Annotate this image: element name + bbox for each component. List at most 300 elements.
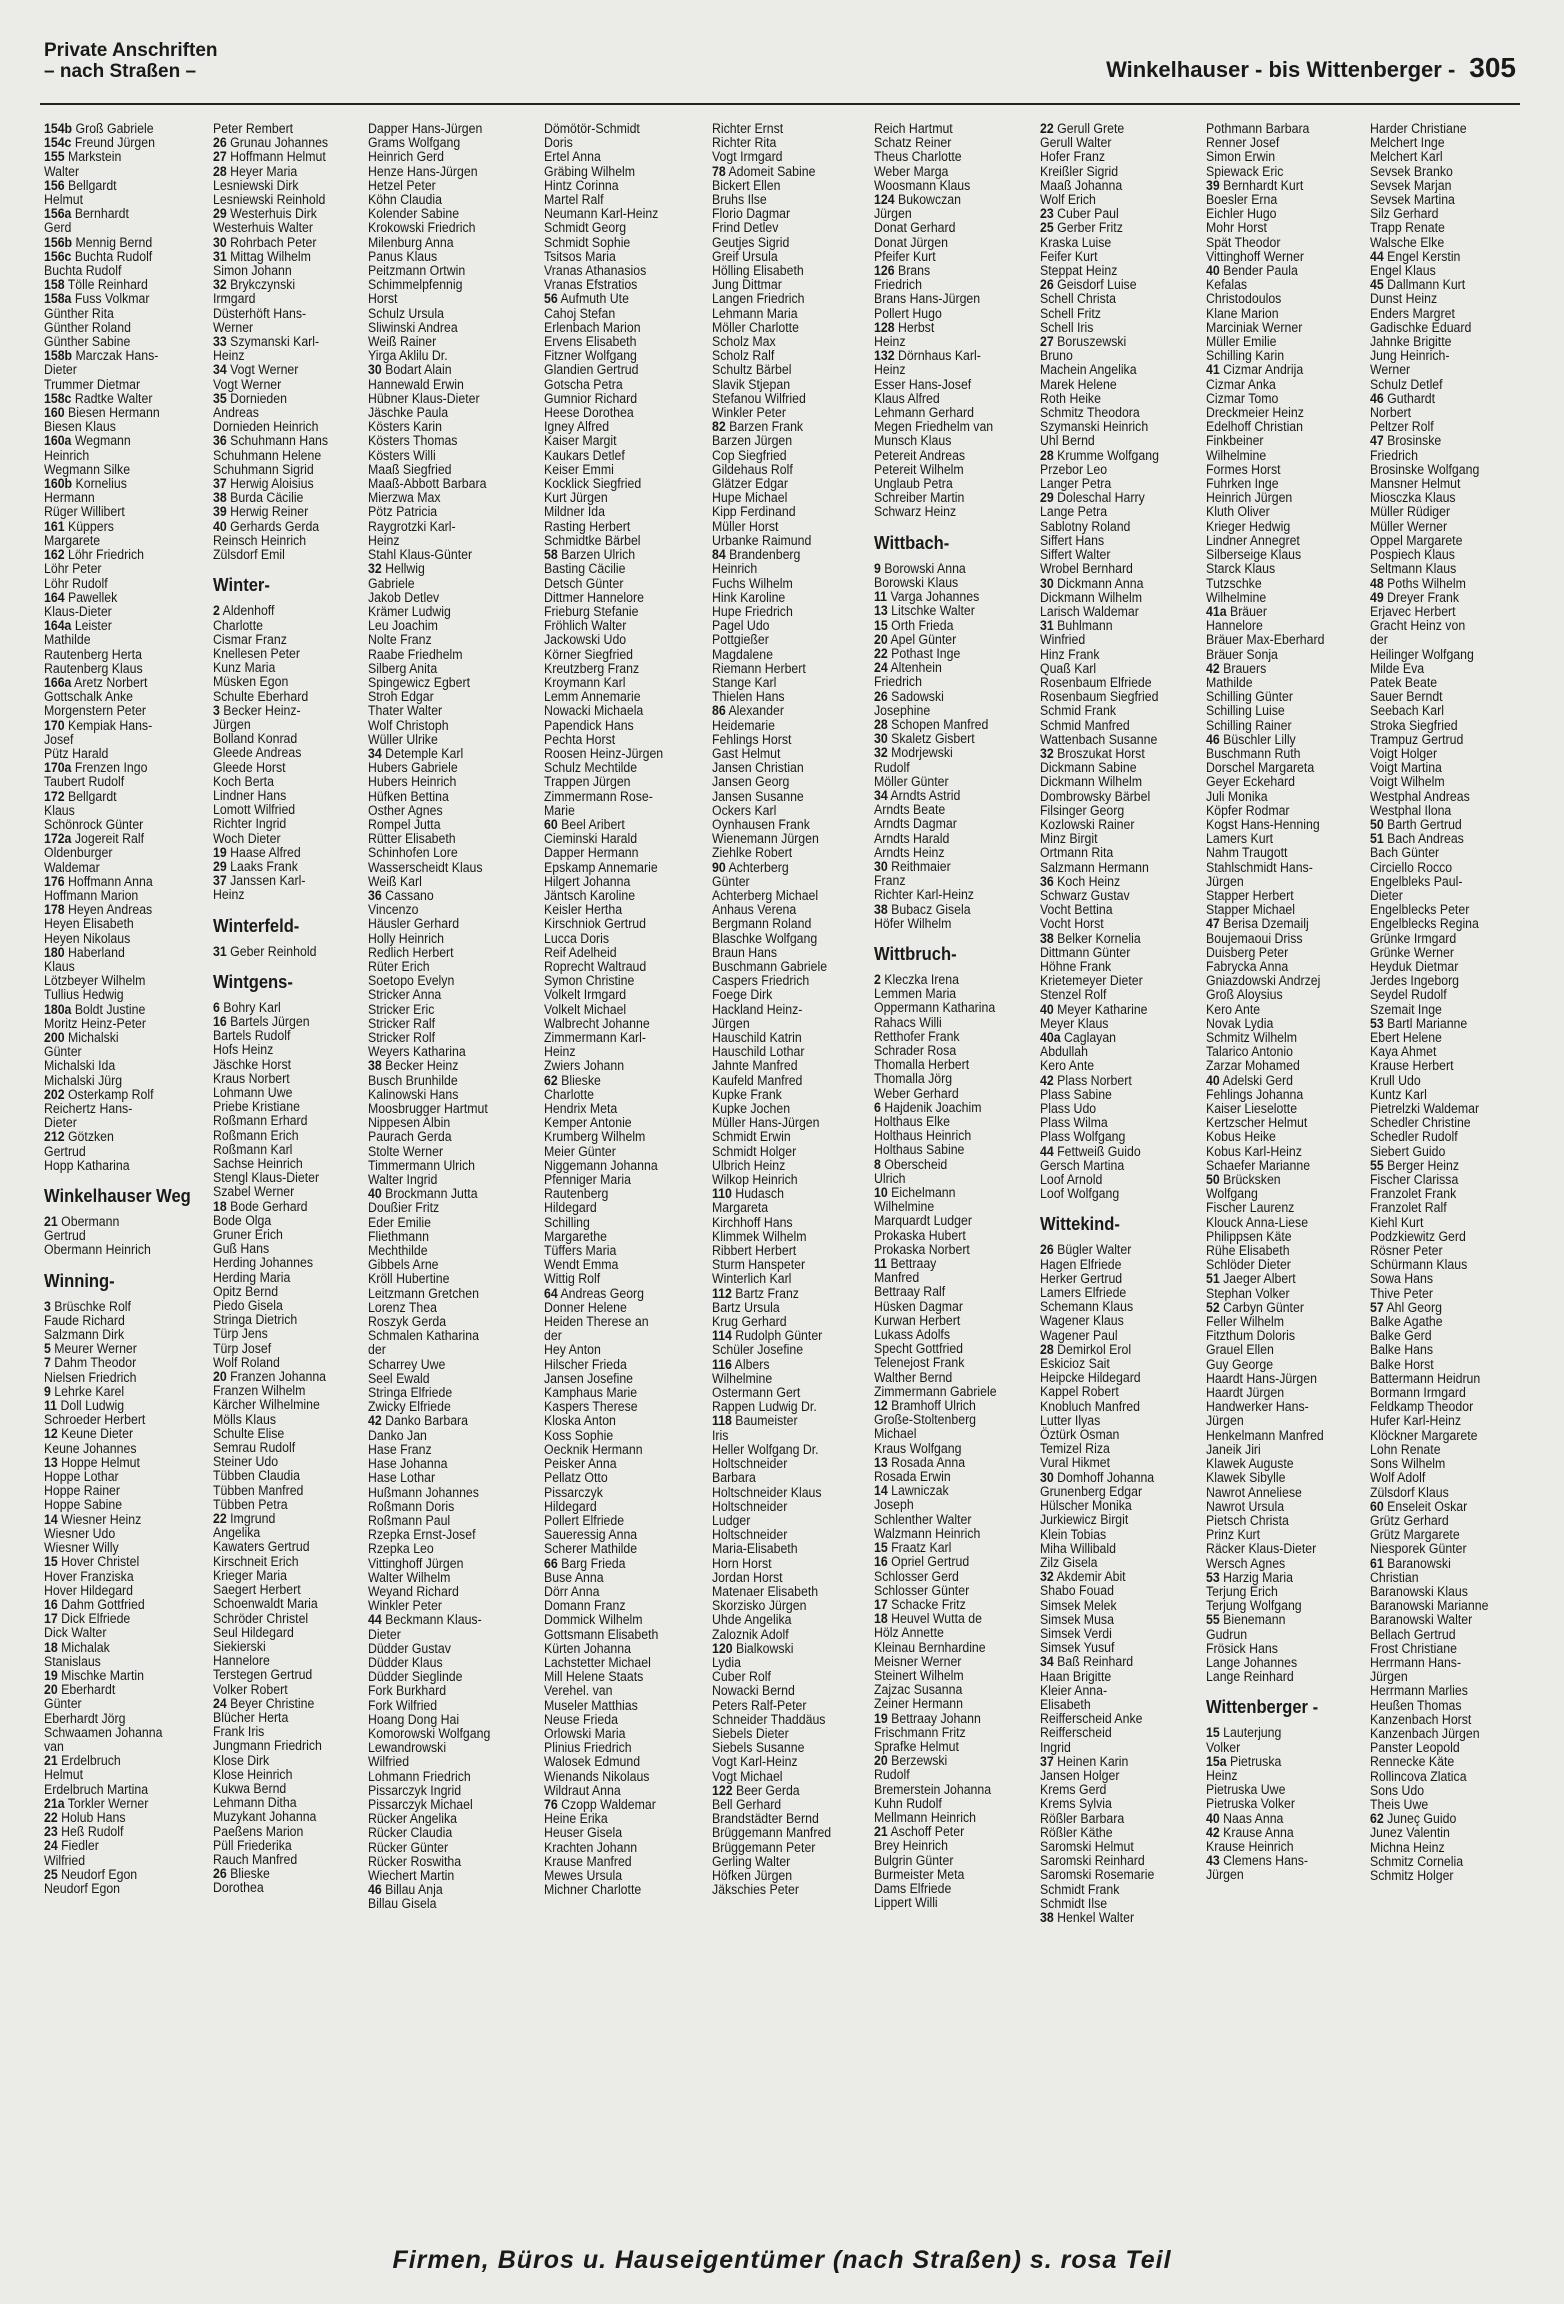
directory-entry: Schulz Detlef: [1370, 376, 1443, 392]
directory-entry: 28 Heyer Maria: [213, 163, 298, 179]
directory-entry: Franzen Wilhelm: [213, 1383, 306, 1399]
directory-entry: Doris: [544, 135, 573, 151]
house-number: 18: [44, 1639, 58, 1655]
directory-entry: Müller Rüdiger: [1370, 504, 1451, 520]
directory-entry: Stroka Siegfried: [1370, 717, 1458, 733]
directory-entry: Rüger Willibert: [44, 504, 125, 520]
house-number: 161: [44, 518, 65, 534]
house-number: 14: [44, 1511, 58, 1527]
directory-entry: Richter Ingrid: [213, 816, 287, 832]
directory-entry: Dorschel Margareta: [1206, 760, 1315, 776]
directory-entry: Heyduk Dietmar: [1370, 958, 1459, 974]
house-number: 156b: [44, 234, 73, 250]
directory-entry: Hopp Katharina: [44, 1157, 130, 1173]
directory-entry: Theis Uwe: [1370, 1796, 1429, 1812]
directory-entry: 34 Baß Reinhard: [1040, 1654, 1134, 1670]
house-number: 60: [1370, 1498, 1384, 1514]
directory-entry: Raabe Friedhelm: [368, 646, 463, 662]
directory-entry: 31 Geber Reinhold: [213, 943, 317, 959]
directory-entry: 154c Freund Jürgen: [44, 135, 155, 151]
directory-entry: Florio Dagmar: [712, 206, 791, 222]
directory-column-3: [368, 122, 524, 1912]
directory-entry: Doußier Fritz: [368, 1200, 440, 1216]
directory-entry: Sliwinski Andrea: [368, 319, 458, 335]
house-number: 158c: [44, 390, 72, 406]
directory-entry: Weber Marga: [874, 163, 949, 179]
directory-entry: Vincenzo: [368, 902, 419, 918]
directory-entry: 21 Erdelbruch: [44, 1753, 121, 1769]
directory-entry: Jäntsch Karoline: [544, 887, 636, 903]
house-number: 44: [1370, 248, 1384, 264]
directory-entry: 6 Bohry Karl: [213, 999, 281, 1015]
directory-entry: Erjavec Herbert: [1370, 603, 1456, 619]
directory-entry: Müller Horst: [712, 518, 779, 534]
directory-entry: Hölz Annette: [874, 1625, 944, 1641]
directory-entry: Hufer Karl-Heinz: [1370, 1413, 1462, 1429]
directory-entry: Prokaska Hubert: [874, 1227, 966, 1243]
house-number: 112: [712, 1285, 732, 1301]
directory-entry: Pagel Udo: [712, 618, 770, 634]
house-number: 28: [1040, 447, 1054, 463]
directory-entry: Kozlowski Rainer: [1040, 816, 1135, 832]
directory-entry: Voigt Holger: [1370, 745, 1438, 761]
directory-entry: 28 Schopen Manfred: [874, 716, 989, 732]
directory-entry: Baranowski Walter: [1370, 1612, 1473, 1628]
directory-entry: Dickmann Sabine: [1040, 760, 1137, 776]
directory-entry: Uhde Angelika: [712, 1612, 792, 1628]
directory-entry: Pissarczyk Michael: [368, 1796, 473, 1812]
house-number: 51: [1206, 1271, 1220, 1287]
directory-entry: Franzolet Frank: [1370, 1186, 1457, 1202]
directory-entry: Keisler Hertha: [544, 902, 623, 918]
directory-entry: Haardt Jürgen: [1206, 1385, 1285, 1401]
directory-entry: Nippesen Albin: [368, 1115, 451, 1131]
directory-entry: Frieburg Stefanie: [544, 603, 639, 619]
directory-entry: Bellach Gertrud: [1370, 1626, 1456, 1642]
directory-entry: Hildegard: [544, 1498, 597, 1514]
directory-entry: Hüfken Bettina: [368, 788, 449, 804]
directory-entry: Mierzwa Max: [368, 490, 441, 506]
directory-entry: Dittmann Günter: [1040, 944, 1131, 960]
directory-entry: 41 Cizmar Andrija: [1206, 362, 1304, 378]
directory-column-2: [213, 122, 369, 1896]
house-number: 21: [44, 1214, 58, 1230]
directory-entry: Heinrich Gerd: [368, 149, 445, 165]
directory-entry: 26 Bügler Walter: [1040, 1242, 1132, 1258]
directory-entry: Hülscher Monika: [1040, 1498, 1132, 1514]
directory-entry: 37 Herwig Aloisius: [213, 476, 314, 492]
directory-entry: Borowski Klaus: [874, 574, 959, 590]
directory-entry: Cop Siegfried: [712, 447, 787, 463]
directory-entry: Saegert Herbert: [213, 1582, 301, 1598]
directory-entry: Hauschild Katrin: [712, 1030, 802, 1045]
directory-entry: Zajzac Susanna: [874, 1682, 963, 1698]
directory-entry: 26 Sadowski: [874, 688, 944, 704]
directory-entry: Lohn Renate: [1370, 1441, 1441, 1457]
directory-entry: Rauch Manfred: [213, 1851, 298, 1867]
house-number: 34: [874, 787, 888, 803]
directory-entry: Lesniewski Reinhold: [213, 192, 326, 208]
house-number: 180: [44, 944, 65, 960]
directory-entry: Westphal Ilona: [1370, 802, 1452, 818]
directory-entry: Engelbleks Paul-: [1370, 873, 1463, 889]
directory-entry: Püll Friederika: [213, 1837, 292, 1853]
directory-entry: Hölling Elisabeth: [712, 263, 804, 279]
directory-entry: Zwiers Johann: [544, 1058, 625, 1074]
directory-entry: Seebach Karl: [1370, 703, 1444, 719]
directory-entry: Wagener Paul: [1040, 1327, 1118, 1343]
directory-entry: 36 Cassano: [368, 887, 434, 903]
directory-entry: Krems Sylvia: [1040, 1796, 1112, 1812]
directory-entry: Trummer Dietmar: [44, 376, 141, 392]
directory-entry: Kreißler Sigrid: [1040, 163, 1119, 179]
directory-entry: Sauer Berndt: [1370, 689, 1443, 705]
house-number: 158b: [44, 348, 73, 364]
directory-entry: Holthaus Heinrich: [874, 1128, 972, 1144]
directory-entry: Günter: [44, 1044, 82, 1060]
house-number: 52: [1206, 1299, 1220, 1315]
directory-entry: Ortmann Rita: [1040, 845, 1114, 861]
directory-entry: Stolte Werner: [368, 1143, 444, 1159]
directory-entry: Schmidt Holger: [712, 1143, 797, 1159]
directory-entry: 162 Löhr Friedrich: [44, 547, 144, 563]
directory-entry: 11 Varga Johannes: [874, 589, 980, 605]
directory-entry: Voigt Wilhelm: [1370, 774, 1445, 790]
directory-entry: Szemait Inge: [1370, 1001, 1442, 1017]
directory-entry: Mathilde: [1206, 674, 1253, 690]
directory-entry: Lesniewski Dirk: [213, 177, 299, 193]
directory-entry: Finkbeiner: [1206, 433, 1264, 449]
directory-entry: 22 Imgrund: [213, 1511, 276, 1527]
directory-entry: Josef: [44, 731, 74, 747]
directory-entry: 43 Clemens Hans-: [1206, 1853, 1309, 1869]
directory-entry: Lindner Annegret: [1206, 532, 1300, 548]
directory-entry: Pfeifer Kurt: [874, 248, 936, 264]
directory-entry: Gildehaus Rolf: [712, 461, 793, 477]
directory-entry: 112 Bartz Franz: [712, 1285, 799, 1301]
directory-entry: 12 Bramhoff Ulrich: [874, 1398, 976, 1414]
directory-entry: Margareta: [712, 1200, 769, 1216]
directory-entry: Simsek Musa: [1040, 1611, 1114, 1627]
house-number: 154b: [44, 121, 73, 136]
street-heading: Winning-: [44, 1270, 115, 1291]
directory-entry: 19 Haase Alfred: [213, 844, 301, 860]
directory-entry: 16 Dahm Gottfried: [44, 1596, 145, 1612]
directory-entry: Terstegen Gertrud: [213, 1667, 313, 1683]
directory-entry: Schoenwaldt Maria: [213, 1596, 318, 1612]
directory-entry: Larisch Waldemar: [1040, 603, 1139, 619]
directory-entry: Nawrot Ursula: [1206, 1498, 1285, 1514]
directory-entry: Gumnior Richard: [544, 390, 638, 406]
directory-entry: Pollert Elfriede: [544, 1512, 625, 1528]
directory-entry: Reichertz Hans-: [44, 1101, 133, 1117]
directory-entry: Kemper Antonie: [544, 1115, 632, 1131]
directory-entry: 2 Kleczka Irena: [874, 971, 959, 987]
directory-entry: 61 Baranowski: [1370, 1555, 1451, 1571]
directory-entry: Tullius Hedwig: [44, 987, 124, 1003]
directory-entry: 40 Brockmann Jutta: [368, 1186, 478, 1202]
directory-entry: Matenaer Elisabeth: [712, 1583, 819, 1599]
directory-entry: Kirchhoff Hans: [712, 1214, 793, 1230]
directory-entry: 13 Rosada Anna: [874, 1454, 966, 1470]
house-number: 30: [1040, 1469, 1054, 1485]
directory-entry: Steppat Heinz: [1040, 263, 1118, 279]
directory-entry: Stenzel Rolf: [1040, 987, 1107, 1003]
directory-entry: Ervens Elisabeth: [544, 334, 637, 350]
directory-entry: 11 Doll Ludwig: [44, 1398, 125, 1414]
directory-entry: Krumberg Wilhelm: [544, 1129, 646, 1145]
street-heading: Winkelhauser Weg: [44, 1186, 191, 1207]
directory-entry: 44 Fettweiß Guido: [1040, 1143, 1141, 1159]
directory-entry: Gottsmann Elisabeth: [544, 1626, 659, 1642]
directory-entry: Zülsdorf Klaus: [1370, 1484, 1449, 1500]
directory-entry: 46 Guthardt: [1370, 390, 1436, 406]
house-number: 132: [874, 348, 895, 364]
directory-entry: 82 Barzen Frank: [712, 419, 804, 435]
directory-entry: Schwarz Heinz: [874, 504, 957, 520]
directory-entry: 22 Gerull Grete: [1040, 121, 1125, 136]
directory-entry: Gabriele: [368, 575, 415, 591]
house-number: 8: [874, 1156, 881, 1172]
directory-entry: der: [544, 1328, 562, 1344]
directory-entry: Verehel. van: [544, 1683, 613, 1699]
directory-entry: 51 Bach Andreas: [1370, 831, 1464, 847]
directory-entry: Seydel Rudolf: [1370, 987, 1447, 1003]
house-number: 61: [1370, 1555, 1384, 1571]
directory-entry: Volkelt Irmgard: [544, 987, 627, 1003]
directory-entry: Ebert Helene: [1370, 1030, 1442, 1045]
directory-entry: Gerd: [44, 220, 72, 236]
directory-entry: Peltzer Rolf: [1370, 419, 1434, 435]
directory-entry: Klawek Sibylle: [1206, 1470, 1286, 1486]
directory-entry: Krause Herbert: [1370, 1058, 1454, 1074]
directory-entry: 33 Szymanski Karl-: [213, 334, 320, 350]
directory-entry: 36 Koch Heinz: [1040, 873, 1121, 889]
directory-entry: 41a Bräuer: [1206, 603, 1267, 619]
directory-entry: Zülsdorf Emil: [213, 547, 285, 563]
directory-entry: 42 Krause Anna: [1206, 1824, 1294, 1840]
directory-entry: Dombrowsky Bärbel: [1040, 788, 1151, 804]
directory-entry: Neumann Karl-Heinz: [544, 206, 659, 222]
directory-entry: Wiesner Willy: [44, 1540, 119, 1556]
directory-entry: Walter Ingrid: [368, 1172, 438, 1188]
directory-entry: Sturm Hanspeter: [712, 1257, 806, 1273]
directory-entry: Hüsken Dagmar: [874, 1298, 964, 1314]
directory-entry: Lamers Kurt: [1206, 831, 1274, 847]
directory-entry: Brans Hans-Jürgen: [874, 291, 981, 307]
directory-entry: 15a Pietruska: [1206, 1753, 1282, 1769]
directory-entry: Ingrid: [1040, 1739, 1071, 1755]
directory-entry: Türp Jens: [213, 1326, 268, 1342]
directory-entry: Rautenberg: [544, 1186, 609, 1202]
directory-entry: Jäkschies Peter: [712, 1882, 799, 1898]
directory-entry: Hase Lothar: [368, 1470, 436, 1486]
directory-entry: Walter Wilhelm: [368, 1569, 451, 1585]
directory-entry: 114 Rudolph Günter: [712, 1328, 823, 1344]
directory-entry: Walosek Edmund: [544, 1754, 641, 1770]
directory-entry: Krause Heinrich: [1206, 1838, 1294, 1854]
directory-entry: Simsek Melek: [1040, 1597, 1117, 1613]
directory-entry: 37 Heinen Karin: [1040, 1753, 1129, 1769]
directory-entry: 202 Osterkamp Rolf: [44, 1086, 154, 1102]
directory-entry: Milde Eva: [1370, 660, 1425, 676]
directory-entry: 154b Groß Gabriele: [44, 121, 154, 136]
directory-entry: Heinrich: [44, 447, 90, 463]
house-number: 154c: [44, 135, 72, 151]
directory-entry: 57 Ahl Georg: [1370, 1299, 1442, 1315]
directory-entry: 161 Küppers: [44, 518, 114, 534]
directory-entry: 38 Henkel Walter: [1040, 1909, 1135, 1925]
directory-entry: Walter: [44, 163, 80, 179]
directory-entry: Kaufeld Manfred: [712, 1072, 803, 1088]
directory-entry: Silberg Anita: [368, 660, 438, 676]
directory-entry: Fork Wilfried: [368, 1697, 438, 1713]
directory-entry: Sons Wilhelm: [1370, 1456, 1446, 1472]
directory-entry: Irmgard: [213, 291, 256, 307]
directory-entry: Baranowski Klaus: [1370, 1583, 1468, 1599]
directory-entry: Gottschalk Anke: [44, 689, 134, 705]
directory-entry: Kurt Jürgen: [544, 490, 608, 506]
directory-entry: Schuhmann Helene: [213, 447, 322, 463]
directory-entry: Heuser Gisela: [544, 1825, 623, 1841]
directory-entry: Schell Christa: [1040, 291, 1117, 307]
directory-entry: Rollincova Zlatica: [1370, 1768, 1467, 1784]
house-number: 43: [1206, 1853, 1220, 1869]
directory-entry: Kalinowski Hans: [368, 1086, 459, 1102]
directory-entry: Ulrich: [874, 1170, 906, 1186]
directory-entry: Klöckner Margarete: [1370, 1427, 1478, 1443]
directory-entry: 19 Mischke Martin: [44, 1667, 144, 1683]
directory-entry: 30 Skaletz Gisbert: [874, 731, 975, 747]
directory-entry: Moritz Heinz-Peter: [44, 1015, 147, 1031]
directory-entry: Spingewicz Egbert: [368, 674, 471, 690]
directory-entry: Bode Olga: [213, 1212, 272, 1228]
directory-entry: Saromski Helmut: [1040, 1838, 1134, 1854]
directory-entry: 40 Naas Anna: [1206, 1810, 1284, 1826]
house-number: 47: [1206, 916, 1220, 932]
directory-entry: Leitzmann Gretchen: [368, 1285, 479, 1301]
directory-entry: Klane Marion: [1206, 305, 1279, 321]
directory-entry: Stricker Ralf: [368, 1015, 436, 1031]
directory-entry: Glätzer Edgar: [712, 476, 789, 492]
directory-entry: 86 Alexander: [712, 703, 784, 719]
directory-entry: 158c Radtke Walter: [44, 390, 153, 406]
directory-entry: Rautenberg Herta: [44, 646, 142, 662]
house-number: 42: [368, 1413, 382, 1429]
directory-entry: Kupke Frank: [712, 1086, 782, 1102]
directory-entry: Iris: [712, 1427, 729, 1443]
house-number: 34: [368, 745, 382, 761]
directory-entry: Kolender Sabine: [368, 206, 460, 222]
directory-entry: Engelblecks Regina: [1370, 916, 1479, 932]
directory-entry: Rosada Erwin: [874, 1469, 951, 1485]
directory-entry: Brüggemann Peter: [712, 1839, 816, 1855]
house-number: 166a: [44, 674, 72, 690]
directory-entry: Stapper Herbert: [1206, 887, 1294, 903]
directory-entry: Krachten Johann: [544, 1839, 638, 1855]
directory-entry: Schmidt Ilse: [1040, 1895, 1108, 1911]
directory-entry: Starck Klaus: [1206, 561, 1276, 577]
directory-entry: Weiß Rainer: [368, 334, 437, 350]
house-number: 39: [213, 504, 227, 520]
directory-entry: Pellatz Otto: [544, 1470, 608, 1486]
directory-entry: Maaß Johanna: [1040, 177, 1123, 193]
directory-entry: Spiewack Eric: [1206, 163, 1284, 179]
directory-entry: Rahacs Willi: [874, 1014, 942, 1030]
directory-entry: Heyen Nikolaus: [44, 930, 131, 946]
directory-entry: Körner Siegfried: [544, 646, 634, 662]
house-number: 13: [874, 1454, 888, 1470]
directory-entry: Prokaska Norbert: [874, 1241, 970, 1257]
directory-entry: Wersch Agnes: [1206, 1555, 1286, 1571]
directory-entry: Schmidt Sophie: [544, 234, 631, 250]
directory-entry: Wendt Emma: [544, 1257, 619, 1273]
directory-entry: Franzolet Ralf: [1370, 1200, 1447, 1216]
directory-entry: 178 Heyen Andreas: [44, 902, 153, 918]
directory-entry: Fitzner Wolfgang: [544, 348, 637, 364]
directory-entry: Dömötör-Schmidt: [544, 121, 640, 136]
directory-entry: Klose Heinrich: [213, 1766, 293, 1782]
directory-entry: Roprecht Waltraud: [544, 958, 647, 974]
directory-entry: Lehmann Maria: [712, 305, 798, 321]
directory-entry: Schmitz Wilhelm: [1206, 1030, 1298, 1045]
directory-entry: Jäschke Horst: [213, 1056, 292, 1072]
directory-entry: Seul Hildegard: [213, 1624, 294, 1640]
house-number: 48: [1370, 575, 1384, 591]
directory-entry: 40 Meyer Katharine: [1040, 1001, 1148, 1017]
house-number: 44: [368, 1612, 382, 1628]
house-number: 164: [44, 589, 65, 605]
directory-entry: Kanzenbach Horst: [1370, 1711, 1472, 1727]
house-number: 178: [44, 902, 65, 918]
directory-entry: Fork Burkhard: [368, 1683, 447, 1699]
directory-entry: 36 Schuhmann Hans: [213, 433, 329, 449]
house-number: 6: [874, 1099, 881, 1115]
directory-entry: Fitzthum Doloris: [1206, 1328, 1295, 1344]
directory-entry: Cizmar Tomo: [1206, 390, 1279, 406]
directory-entry: Kösters Thomas: [368, 433, 458, 449]
directory-entry: Lippert Willi: [874, 1895, 938, 1911]
directory-entry: Vogt Karl-Heinz: [712, 1754, 798, 1770]
directory-entry: Dorothea: [213, 1880, 264, 1896]
directory-entry: 20 Franzen Johanna: [213, 1369, 327, 1385]
directory-entry: Jerdes Ingeborg: [1370, 973, 1460, 989]
directory-entry: Szabel Werner: [213, 1184, 295, 1200]
directory-entry: Jungmann Friedrich: [213, 1738, 322, 1754]
directory-entry: Werner: [1370, 362, 1411, 378]
directory-entry: Maaß-Abbott Barbara: [368, 476, 487, 492]
directory-entry: Simon Johann: [213, 263, 292, 279]
directory-entry: Klaus: [44, 958, 75, 974]
directory-entry: Volker Robert: [213, 1681, 288, 1697]
house-number: 20: [874, 631, 888, 647]
house-number: 26: [874, 688, 888, 704]
directory-entry: Miosczka Klaus: [1370, 490, 1456, 506]
directory-entry: Arndts Beate: [874, 802, 946, 818]
directory-entry: Holtschneider: [712, 1498, 788, 1514]
directory-entry: Wolf Roland: [213, 1354, 280, 1370]
directory-entry: Haardt Hans-Jürgen: [1206, 1370, 1317, 1386]
directory-entry: Petereit Andreas: [874, 447, 966, 463]
directory-entry: 18 Bode Gerhard: [213, 1198, 308, 1214]
directory-entry: 58 Barzen Ulrich: [544, 547, 636, 563]
directory-entry: der: [1370, 632, 1388, 648]
footer-note: Firmen, Büros u. Hauseigentümer (nach Straßen) s. rosa Teil: [392, 2246, 1172, 2274]
directory-entry: Krämer Ludwig: [368, 603, 451, 619]
directory-entry: Wüller Ulrike: [368, 731, 438, 747]
directory-entry: Arndts Heinz: [874, 844, 945, 860]
directory-entry: Glandien Gertrud: [544, 362, 639, 378]
